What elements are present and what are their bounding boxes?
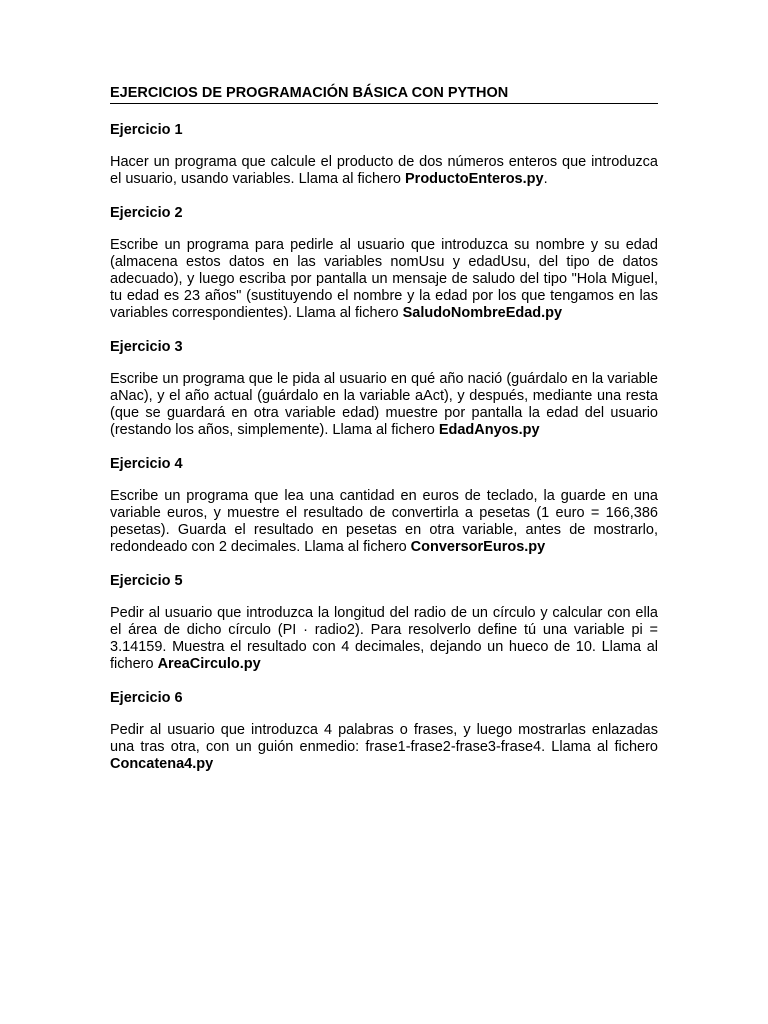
exercise-filename: EdadAnyos.py: [438, 422, 540, 438]
exercise-1: [110, 122, 658, 188]
exercise-description: Pedir al usuario que introduzca 4 palabras o frases, y luego mostrarlas enlazadas una tras otra, con un guión enmedio: frase1-frase2-frase3-frase4. Llama al fichero: [110, 722, 658, 755]
exercise-4: [110, 456, 658, 556]
exercise-heading: Ejercicio 1: [110, 122, 183, 138]
exercise-text: [110, 488, 658, 556]
document-page: [110, 84, 658, 773]
exercise-heading: Ejercicio 3: [110, 339, 183, 355]
exercise-description: Escribe un programa que le pida al usuario en qué año nació (guárdalo en la variable aNac), y el año actual (guárdalo en la variable aAct), y después, mediante una resta (que se guardará en otra variable edad) muestre por pantalla la edad del usuario (restando los años, simplemente). Llama al fichero: [110, 371, 658, 438]
exercise-text: [110, 722, 658, 773]
exercise-6: [110, 690, 658, 773]
exercise-heading: Ejercicio 2: [110, 205, 183, 221]
exercise-heading: Ejercicio 6: [110, 690, 183, 706]
exercise-description: Escribe un programa que lea una cantidad en euros de teclado, la guarde en una variable euros, y muestre el resultado de convertirla a pesetas (1 euro = 166,386 pesetas). Guarda el resultado en pesetas en otra variable, antes de mostrarlo, redondeado con 2 decimales. Llama al fichero: [110, 488, 658, 555]
exercise-2: [110, 205, 658, 322]
exercise-text: [110, 371, 658, 439]
exercise-text: [110, 237, 658, 322]
exercise-5: [110, 573, 658, 673]
exercise-heading: Ejercicio 5: [110, 573, 183, 589]
exercise-text: [110, 605, 658, 673]
exercise-filename: ConversorEuros.py: [410, 539, 546, 555]
document-title: EJERCICIOS DE PROGRAMACIÓN BÁSICA CON PYTHON: [110, 84, 658, 104]
exercise-description: Pedir al usuario que introduzca la longitud del radio de un círculo y calcular con ella el área de dicho círculo (PI · radio2). Para resolverlo define tú una variable pi = 3.14159. Muestra el resultado con 4 decimales, dejando un hueco de 10. Llama al fichero: [110, 605, 658, 672]
exercise-filename: ProductoEnteros.py: [405, 171, 544, 187]
exercise-heading: Ejercicio 4: [110, 456, 183, 472]
exercise-filename: Concatena4.py: [110, 756, 214, 772]
exercise-trailing: .: [543, 171, 548, 187]
exercise-filename: SaludoNombreEdad.py: [402, 305, 563, 321]
exercise-text: [110, 154, 658, 188]
exercise-3: [110, 339, 658, 439]
exercise-description: Hacer un programa que calcule el producto de dos números enteros que introduzca el usuario, usando variables. Llama al fichero: [110, 154, 658, 187]
exercise-filename: AreaCirculo.py: [157, 656, 261, 672]
exercise-description: Escribe un programa para pedirle al usuario que introduzca su nombre y su edad (almacena estos datos en las variables nomUsu y edadUsu, del tipo de datos adecuado), y luego escriba por pantalla un mensaje de saludo del tipo "Hola Miguel, tu edad es 23 años" (sustituyendo el nombre y la edad por los que tengamos en las variables correspondientes). Llama al fichero: [110, 237, 658, 321]
